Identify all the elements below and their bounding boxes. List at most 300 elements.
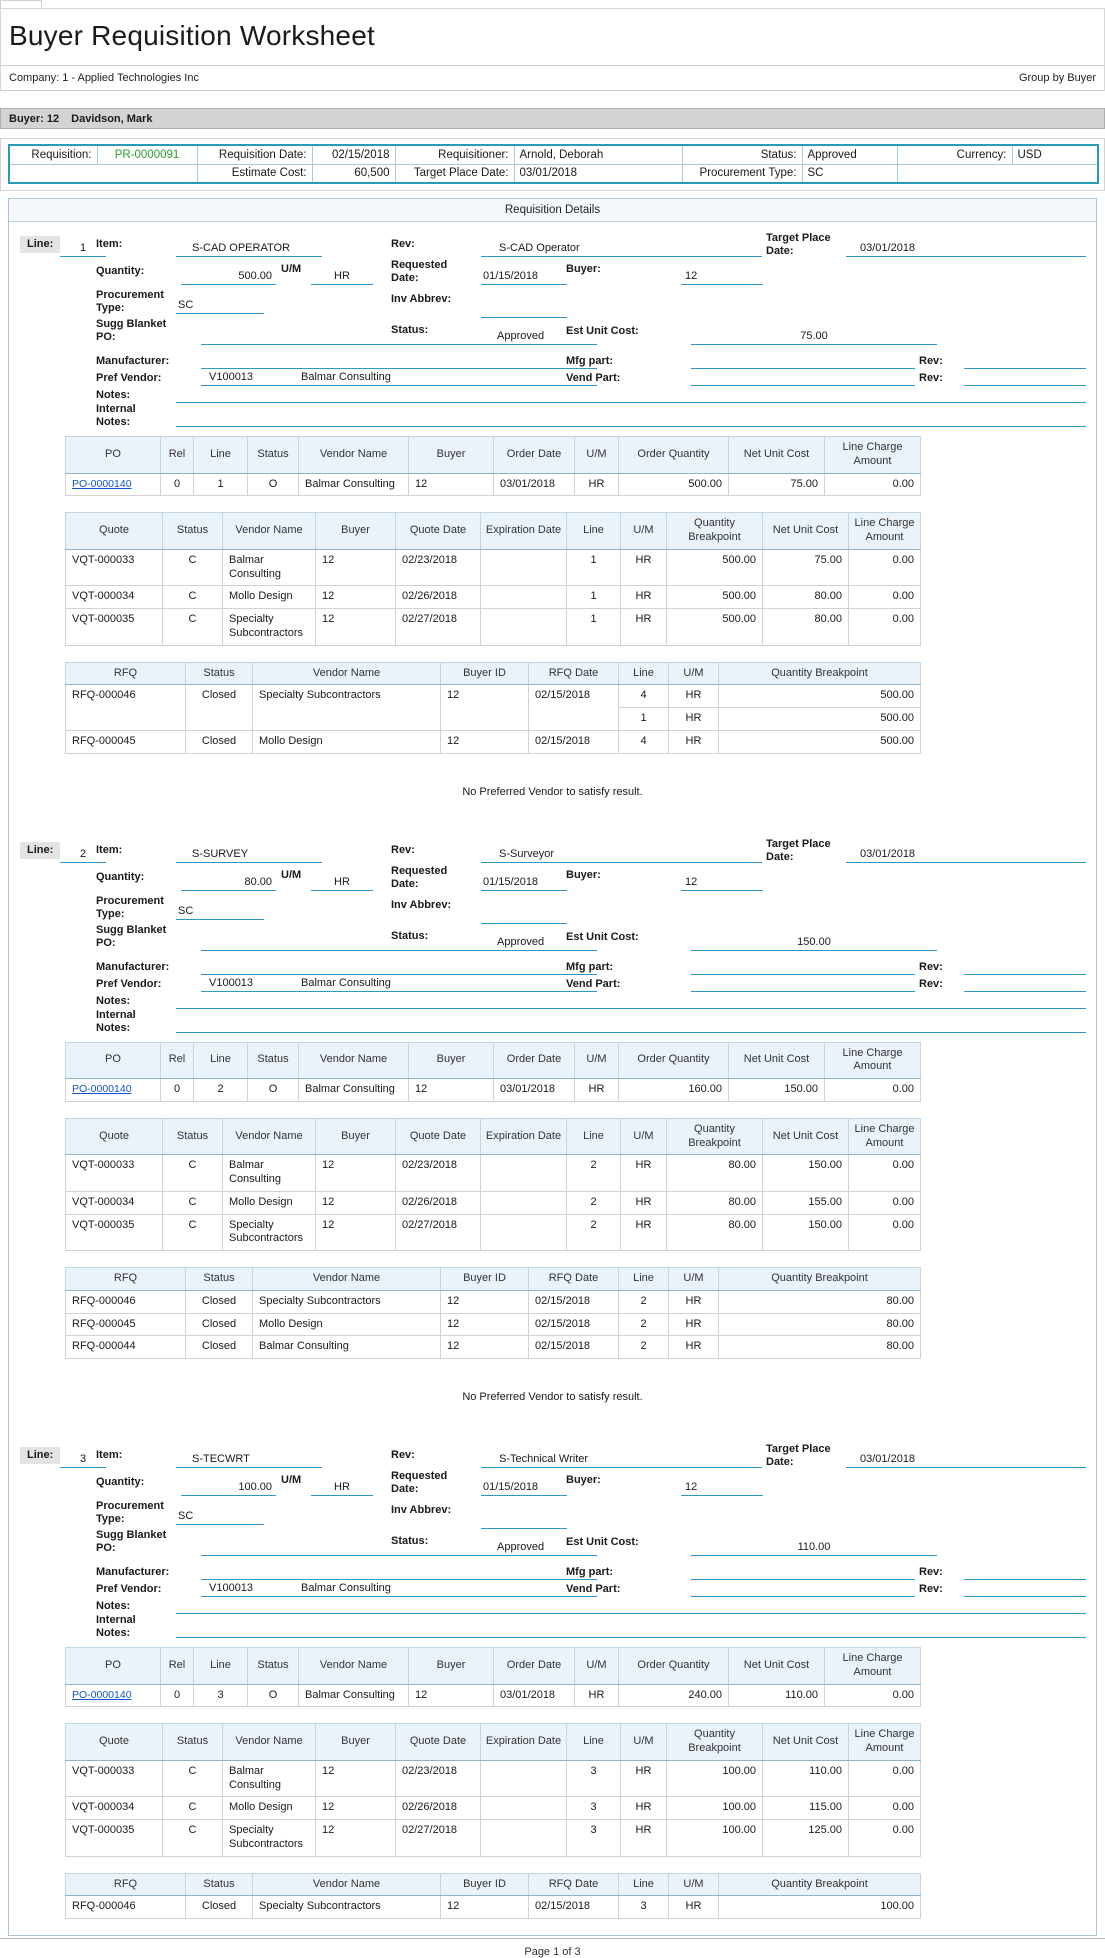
table-cell: 02/15/2018	[529, 1336, 619, 1359]
column-header: U/M	[669, 1873, 719, 1896]
procurement-type-value: SC	[176, 904, 264, 920]
buyer-group-bar	[0, 108, 1105, 129]
column-header: Net Unit Cost	[729, 437, 825, 474]
table-cell: C	[163, 1191, 223, 1214]
table-cell: Balmar Consulting	[299, 473, 409, 496]
manufacturer-value	[201, 959, 597, 975]
quantity-value: 80.00	[181, 875, 276, 891]
column-header: Line Charge Amount	[849, 513, 921, 550]
quantity-label: Quantity:	[96, 870, 145, 883]
quantity-value: 500.00	[181, 269, 276, 285]
no-preferred-vendor-text: No Preferred Vendor to satisfy result.	[462, 785, 643, 798]
table-cell: RFQ-000046	[66, 1290, 186, 1313]
table-cell: 2	[619, 1336, 669, 1359]
notes-value	[176, 993, 1086, 1009]
table-cell: Mollo Design	[223, 1191, 316, 1214]
column-header: Quantity Breakpoint	[719, 1873, 921, 1896]
column-header: U/M	[621, 1724, 667, 1761]
table-cell: 0.00	[849, 1191, 921, 1214]
table-cell: Closed	[186, 1896, 253, 1919]
table-cell: RFQ-000044	[66, 1336, 186, 1359]
quantity-label: Quantity:	[96, 265, 145, 277]
column-header: Status	[186, 1873, 253, 1896]
table-cell: O	[248, 1079, 299, 1102]
table-cell: Closed	[186, 1336, 253, 1359]
table-cell: 0.00	[849, 1214, 921, 1251]
table-cell: 100.00	[667, 1797, 763, 1820]
column-header: Buyer ID	[441, 1268, 529, 1291]
report-header	[0, 8, 1105, 91]
table-cell: O	[248, 1684, 299, 1707]
table-cell: VQT-000035	[66, 609, 163, 646]
table-cell: 12	[441, 1336, 529, 1359]
quote-row	[66, 1191, 921, 1214]
currency-value: USD	[1012, 145, 1098, 164]
vend-part-label: Vend Part:	[566, 1583, 621, 1595]
quote-table	[65, 1118, 921, 1251]
column-header: PO	[66, 1042, 161, 1079]
pref-vendor-value	[201, 370, 597, 386]
procurement-type-value: SC	[802, 164, 897, 183]
requisition-details-panel	[8, 198, 1097, 1936]
table-cell: 500.00	[667, 609, 763, 646]
po-link[interactable]: PO-0000140	[72, 477, 132, 490]
table-cell: 0	[161, 473, 194, 496]
column-header: Quantity Breakpoint	[667, 1118, 763, 1155]
vend-part-value	[691, 1581, 915, 1597]
rfq-table	[65, 1267, 921, 1359]
table-cell: 2	[567, 1191, 621, 1214]
rfq-row	[66, 730, 921, 753]
internal-notes-value	[176, 1017, 1086, 1033]
table-cell: Specialty Subcontractors	[223, 1214, 316, 1251]
table-cell: Balmar Consulting	[223, 549, 316, 586]
quote-row	[66, 1820, 921, 1857]
table-cell: 12	[441, 730, 529, 753]
table-cell: C	[163, 609, 223, 646]
table-cell: 80.00	[667, 1214, 763, 1251]
item-value: S-TECWRT	[176, 1452, 322, 1468]
internal-notes-value	[176, 411, 1086, 427]
um-label: U/M	[281, 868, 302, 881]
table-cell: Specialty Subcontractors	[253, 685, 441, 731]
est-unit-cost-label: Est Unit Cost:	[566, 930, 639, 943]
column-header: Expiration Date	[481, 513, 567, 550]
table-cell: HR	[575, 473, 619, 496]
pref-vendor-code: V100013	[209, 1582, 254, 1594]
target-place-date-label: Target Place Date:	[766, 232, 831, 258]
rfq-row	[66, 1336, 921, 1359]
table-cell: C	[163, 549, 223, 586]
column-header: Line	[619, 662, 669, 685]
procurement-type-label: Procurement Type:	[682, 164, 802, 183]
column-header: Vendor Name	[223, 1118, 316, 1155]
table-cell: 500.00	[667, 549, 763, 586]
table-cell: 0.00	[849, 1155, 921, 1192]
table-cell: 12	[409, 1684, 494, 1707]
po-link[interactable]: PO-0000140	[72, 1083, 132, 1095]
rev-value: S-CAD Operator	[481, 241, 762, 257]
table-cell: 0.00	[849, 1760, 921, 1797]
table-cell: 80.00	[763, 609, 849, 646]
line-label: Line:	[20, 842, 60, 859]
table-cell: O	[248, 473, 299, 496]
est-unit-cost-label: Est Unit Cost:	[566, 1536, 639, 1548]
table-cell: 02/26/2018	[396, 1797, 481, 1820]
estimate-cost-label: Estimate Cost:	[197, 164, 312, 183]
notes-value	[176, 1598, 1086, 1614]
procurement-type-value: SC	[176, 1509, 264, 1525]
table-cell	[481, 1760, 567, 1797]
column-header: U/M	[669, 662, 719, 685]
column-header: RFQ Date	[529, 662, 619, 685]
inv-abbrev-label: Inv Abbrev:	[391, 1504, 452, 1516]
table-cell	[481, 1191, 567, 1214]
table-cell: 02/15/2018	[529, 1896, 619, 1919]
line-status-label: Status:	[391, 324, 429, 336]
table-cell: 02/15/2018	[529, 685, 619, 731]
table-cell: Balmar Consulting	[223, 1760, 316, 1797]
table-cell: 02/27/2018	[396, 609, 481, 646]
top-tab	[0, 0, 42, 8]
column-header: Status	[186, 662, 253, 685]
table-cell: 500.00	[619, 473, 729, 496]
manufacturer-value	[201, 1564, 597, 1580]
column-header: Line	[194, 1042, 248, 1079]
column-header: U/M	[669, 1268, 719, 1291]
table-cell	[481, 1797, 567, 1820]
table-cell: HR	[621, 1820, 667, 1857]
requisition-line	[9, 828, 1096, 1434]
column-header: U/M	[575, 437, 619, 474]
target-place-date-label: Target Place Date:	[395, 164, 514, 183]
table-cell	[66, 1079, 161, 1102]
column-header: Quote Date	[396, 1724, 481, 1761]
inv-abbrev-value	[481, 302, 567, 318]
sugg-blanket-po-label: Sugg Blanket PO:	[96, 318, 167, 344]
table-cell: 12	[316, 549, 396, 586]
column-header: Vendor Name	[299, 437, 409, 474]
table-cell: Mollo Design	[223, 586, 316, 609]
column-header: U/M	[575, 1648, 619, 1685]
pref-vendor-name: Balmar Consulting	[301, 976, 391, 989]
column-header: Quote	[66, 513, 163, 550]
procurement-type-label: Procurement Type:	[96, 1500, 164, 1526]
column-header: Status	[248, 1042, 299, 1079]
table-cell: VQT-000034	[66, 586, 163, 609]
line-detail-form	[9, 1443, 1096, 1639]
table-cell: 0.00	[849, 549, 921, 586]
table-cell: 75.00	[763, 549, 849, 586]
procurement-type-label: Procurement Type:	[96, 289, 164, 315]
table-cell: HR	[621, 1191, 667, 1214]
internal-notes-label: Internal Notes:	[96, 1614, 136, 1640]
column-header: Buyer	[409, 1648, 494, 1685]
line-detail-form	[9, 838, 1096, 1034]
table-cell: 02/15/2018	[529, 1290, 619, 1313]
currency-label: Currency:	[897, 145, 1012, 164]
rev-label: Rev:	[391, 843, 415, 856]
line-status-label: Status:	[391, 929, 429, 942]
table-cell: HR	[669, 708, 719, 731]
item-label: Item:	[96, 1449, 123, 1461]
vend-part-label: Vend Part:	[566, 372, 621, 384]
column-header: PO	[66, 1648, 161, 1685]
column-header: Quantity Breakpoint	[719, 1268, 921, 1291]
table-cell: 12	[441, 685, 529, 731]
table-cell: 500.00	[667, 586, 763, 609]
column-header: Vendor Name	[223, 1724, 316, 1761]
buyer-label: Buyer:	[566, 1474, 601, 1486]
table-cell: 240.00	[619, 1684, 729, 1707]
pref-vendor-name: Balmar Consulting	[301, 1582, 391, 1594]
sugg-blanket-po-label: Sugg Blanket PO:	[96, 923, 167, 949]
quote-row	[66, 1797, 921, 1820]
table-cell: Closed	[186, 685, 253, 731]
table-cell: 03/01/2018	[494, 1684, 575, 1707]
table-cell: 80.00	[719, 1336, 921, 1359]
manufacturer-label: Manufacturer:	[96, 355, 170, 367]
table-cell: 12	[316, 1820, 396, 1857]
table-cell: 02/27/2018	[396, 1214, 481, 1251]
line-number: 2	[60, 847, 106, 863]
column-header: Status	[248, 1648, 299, 1685]
table-cell: Balmar Consulting	[299, 1684, 409, 1707]
column-header: Quote	[66, 1724, 163, 1761]
table-cell: 80.00	[719, 1313, 921, 1336]
table-cell: VQT-000034	[66, 1797, 163, 1820]
table-cell: 150.00	[763, 1214, 849, 1251]
notes-label: Notes:	[96, 994, 131, 1007]
column-header: RFQ	[66, 1268, 186, 1291]
table-cell: 1	[567, 609, 621, 646]
table-cell: C	[163, 1214, 223, 1251]
table-cell: RFQ-000046	[66, 1896, 186, 1919]
table-cell: HR	[575, 1684, 619, 1707]
internal-notes-value	[176, 1622, 1086, 1638]
line-label: Line:	[20, 236, 60, 253]
requisition-line	[9, 1433, 1096, 1919]
column-header: U/M	[621, 513, 667, 550]
buyer-value: 12	[681, 1480, 763, 1496]
column-header: Net Unit Cost	[729, 1648, 825, 1685]
table-cell: RFQ-000046	[66, 685, 186, 731]
column-header: Order Date	[494, 1648, 575, 1685]
group-by-label: Group by Buyer	[1018, 72, 1096, 84]
requested-date-label: Requested Date:	[391, 259, 448, 285]
um-value: HR	[311, 1480, 373, 1496]
item-value: S-CAD OPERATOR	[176, 241, 322, 257]
inv-abbrev-label: Inv Abbrev:	[391, 293, 452, 305]
vend-rev-label: Rev:	[919, 1583, 943, 1595]
table-cell: 12	[409, 1079, 494, 1102]
po-link[interactable]: PO-0000140	[72, 1688, 132, 1701]
mfg-part-value	[691, 959, 915, 975]
vend-rev-label: Rev:	[919, 977, 943, 990]
pref-vendor-code: V100013	[209, 976, 254, 989]
line-status-label: Status:	[391, 1535, 429, 1547]
table-cell: Closed	[186, 1290, 253, 1313]
table-cell: 100.00	[719, 1896, 921, 1919]
table-cell	[481, 1820, 567, 1857]
rev-label: Rev:	[391, 1449, 415, 1461]
table-cell: 3	[194, 1684, 248, 1707]
mfg-part-value	[691, 1564, 915, 1580]
page-title: Buyer Requisition Worksheet	[9, 20, 375, 51]
requested-date-value: 01/15/2018	[481, 875, 567, 891]
rev-value: S-Surveyor	[481, 847, 762, 863]
inv-abbrev-value	[481, 908, 567, 924]
mfg-rev-value	[964, 1564, 1086, 1580]
requisitioner-value: Arnold, Deborah	[514, 145, 682, 164]
est-unit-cost-value: 110.00	[691, 1540, 937, 1556]
table-cell: 125.00	[763, 1820, 849, 1857]
table-cell: 02/23/2018	[396, 549, 481, 586]
buyer-value: 12	[681, 875, 763, 891]
table-cell: 100.00	[667, 1820, 763, 1857]
table-cell: Balmar Consulting	[223, 1155, 316, 1192]
column-header: Order Quantity	[619, 437, 729, 474]
column-header: Line	[567, 1724, 621, 1761]
rev-label: Rev:	[391, 238, 415, 250]
column-header: Status	[248, 437, 299, 474]
table-cell: 2	[619, 1313, 669, 1336]
table-cell: Mollo Design	[253, 730, 441, 753]
column-header: Order Date	[494, 1042, 575, 1079]
table-cell: Closed	[186, 1313, 253, 1336]
table-cell: 1	[619, 708, 669, 731]
quantity-value: 100.00	[181, 1480, 276, 1496]
column-header: Buyer ID	[441, 1873, 529, 1896]
um-label: U/M	[281, 263, 302, 275]
table-cell: 80.00	[667, 1191, 763, 1214]
company-row	[1, 65, 1104, 91]
requested-date-value: 01/15/2018	[481, 1480, 567, 1496]
table-cell: 80.00	[667, 1155, 763, 1192]
line-status-value: Approved	[201, 1540, 597, 1556]
po-table	[65, 436, 921, 496]
table-cell	[481, 549, 567, 586]
est-unit-cost-label: Est Unit Cost:	[566, 325, 639, 337]
column-header: Line Charge Amount	[849, 1724, 921, 1761]
buyer-label: Buyer:	[566, 263, 601, 275]
table-cell: Specialty Subcontractors	[223, 609, 316, 646]
item-value: S-SURVEY	[176, 847, 322, 863]
table-cell: 155.00	[763, 1191, 849, 1214]
table-cell: 0.00	[849, 1820, 921, 1857]
column-header: Line	[194, 437, 248, 474]
table-cell: 12	[316, 1191, 396, 1214]
target-place-date-label: Target Place Date:	[766, 837, 831, 863]
no-preferred-vendor-text: No Preferred Vendor to satisfy result.	[462, 1391, 643, 1403]
column-header: RFQ	[66, 1873, 186, 1896]
column-header: Vendor Name	[299, 1648, 409, 1685]
rfq-row	[66, 1290, 921, 1313]
column-header: Quote Date	[396, 513, 481, 550]
company-label: Company: 1 - Applied Technologies Inc	[9, 72, 199, 84]
line-status-value: Approved	[201, 935, 597, 951]
line-number: 3	[60, 1452, 106, 1468]
pref-vendor-label: Pref Vendor:	[96, 1583, 162, 1595]
item-label: Item:	[96, 843, 123, 856]
table-cell: 500.00	[719, 708, 921, 731]
table-cell: HR	[669, 1290, 719, 1313]
target-place-date-value: 03/01/2018	[514, 164, 682, 183]
table-cell: 2	[567, 1155, 621, 1192]
column-header: Vendor Name	[253, 1268, 441, 1291]
po-table	[65, 1042, 921, 1102]
table-cell: 150.00	[729, 1079, 825, 1102]
column-header: Line	[619, 1268, 669, 1291]
notes-value	[176, 387, 1086, 403]
table-cell: 12	[441, 1290, 529, 1313]
rev-value: S-Technical Writer	[481, 1452, 762, 1468]
table-cell: HR	[621, 586, 667, 609]
table-cell: HR	[621, 549, 667, 586]
table-cell: 03/01/2018	[494, 473, 575, 496]
table-cell: 02/26/2018	[396, 1191, 481, 1214]
mfg-part-label: Mfg part:	[566, 1566, 614, 1578]
buyer-name-label: Davidson, Mark	[71, 113, 153, 125]
line-number: 1	[60, 241, 106, 257]
table-cell: 02/27/2018	[396, 1820, 481, 1857]
table-cell	[66, 1684, 161, 1707]
table-cell: 150.00	[763, 1155, 849, 1192]
table-cell: 12	[409, 473, 494, 496]
quote-row	[66, 1214, 921, 1251]
target-place-date-value: 03/01/2018	[846, 1452, 1086, 1468]
column-header: Buyer	[316, 1724, 396, 1761]
page-number: Page 1 of 3	[524, 1946, 581, 1958]
quote-table	[65, 512, 921, 645]
um-value: HR	[311, 875, 373, 891]
table-cell: Balmar Consulting	[299, 1079, 409, 1102]
status-label: Status:	[682, 145, 802, 164]
table-cell: 03/01/2018	[494, 1079, 575, 1102]
table-cell: 80.00	[719, 1290, 921, 1313]
table-cell: 1	[194, 473, 248, 496]
um-label: U/M	[281, 1474, 302, 1486]
notes-label: Notes:	[96, 1600, 131, 1612]
manufacturer-label: Manufacturer:	[96, 960, 170, 973]
table-cell: RFQ-000045	[66, 1313, 186, 1336]
column-header: Line Charge Amount	[825, 1648, 921, 1685]
po-row	[66, 1079, 921, 1102]
column-header: RFQ Date	[529, 1873, 619, 1896]
requisitioner-label: Requisitioner:	[395, 145, 514, 164]
line-label: Line:	[20, 1447, 60, 1464]
table-cell: 3	[619, 1896, 669, 1919]
table-cell: 1	[567, 549, 621, 586]
est-unit-cost-value: 150.00	[691, 935, 937, 951]
table-cell: 0.00	[849, 1797, 921, 1820]
rfq-table	[65, 662, 921, 754]
table-cell: HR	[669, 1896, 719, 1919]
vend-rev-label: Rev:	[919, 372, 943, 384]
table-cell: VQT-000034	[66, 1191, 163, 1214]
column-header: Quantity Breakpoint	[719, 662, 921, 685]
column-header: Vendor Name	[253, 662, 441, 685]
table-cell: 12	[441, 1313, 529, 1336]
requested-date-label: Requested Date:	[391, 864, 448, 890]
quote-table	[65, 1723, 921, 1856]
column-header: Status	[186, 1268, 253, 1291]
requested-date-value: 01/15/2018	[481, 269, 567, 285]
quote-row	[66, 1155, 921, 1192]
column-header: Quote Date	[396, 1118, 481, 1155]
mfg-rev-label: Rev:	[919, 960, 943, 973]
manufacturer-value	[201, 353, 597, 369]
